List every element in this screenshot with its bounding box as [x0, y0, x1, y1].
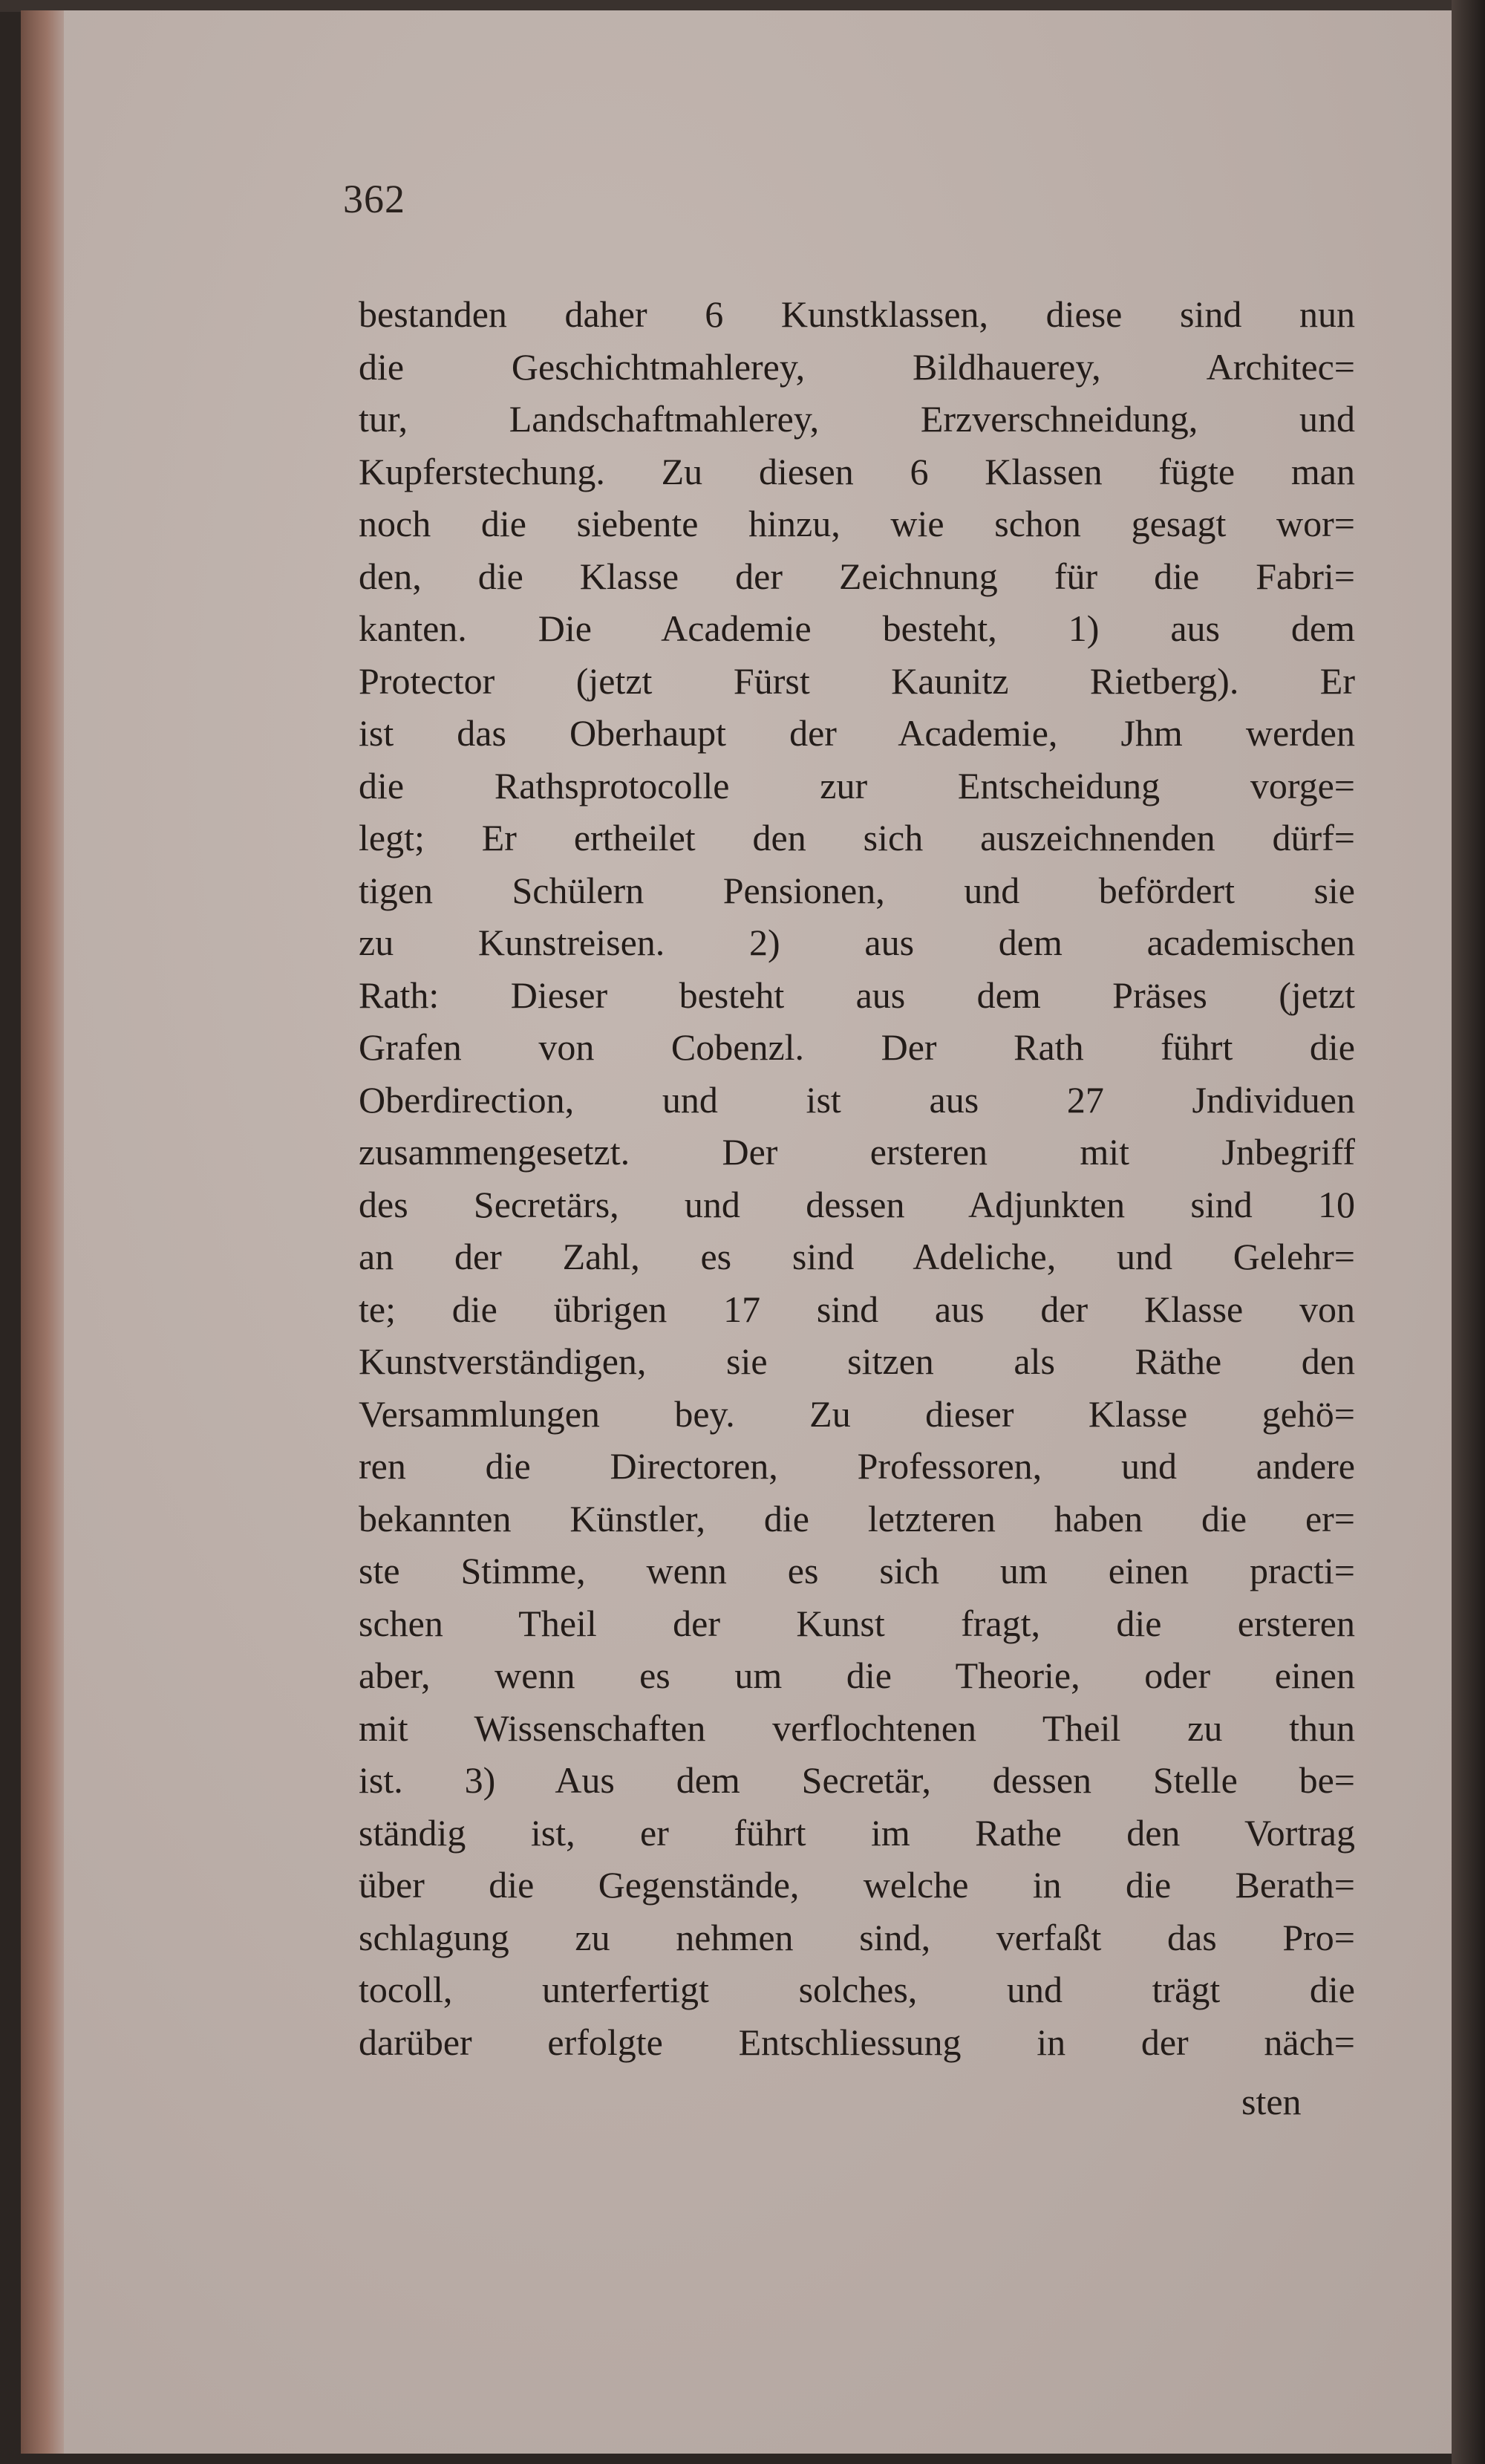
- text-line: Kunstverständigen, sie sitzen als Räthe den: [359, 1340, 1355, 1382]
- text-line: tur, Landschaftmahlerey, Erzverschneidung, und: [359, 398, 1355, 440]
- text-line: Rath: Dieser besteht aus dem Präses (jetzt: [359, 974, 1355, 1016]
- text-line: über die Gegenstände, welche in die Berath=: [359, 1864, 1355, 1906]
- text-line: Versammlungen bey. Zu dieser Klasse gehö=: [359, 1392, 1355, 1435]
- text-line: die Rathsprotocolle zur Entscheidung vorge=: [359, 764, 1355, 806]
- text-line: Grafen von Cobenzl. Der Rath führt die: [359, 1026, 1355, 1068]
- text-line: die Geschichtmahlerey, Bildhauerey, Architec=: [359, 345, 1355, 388]
- scan-right-edge: [1452, 0, 1485, 2464]
- text-line: schen Theil der Kunst fragt, die ersteren: [359, 1602, 1355, 1644]
- text-line: darüber erfolgte Entschliessung in der näch=: [359, 2021, 1355, 2063]
- text-line: ist. 3) Aus dem Secretär, dessen Stelle be=: [359, 1759, 1355, 1801]
- text-line: bestanden daher 6 Kunstklassen, diese sind nun: [359, 293, 1355, 335]
- body-text: [359, 288, 1355, 2068]
- text-line: noch die siebente hinzu, wie schon gesagt wor=: [359, 503, 1355, 544]
- text-line: Oberdirection, und ist aus 27 Jndividuen: [359, 1078, 1355, 1121]
- text-line: zusammengesetzt. Der ersteren mit Jnbegriff: [359, 1131, 1355, 1173]
- text-line: mit Wissenschaften verflochtenen Theil zu thun: [359, 1707, 1355, 1749]
- text-line: legt; Er ertheilet den sich auszeichnenden dürf=: [359, 817, 1355, 858]
- text-line: Kupferstechung. Zu diesen 6 Klassen fügte man: [359, 450, 1355, 492]
- text-line: schlagung zu nehmen sind, verfaßt das Pro=: [359, 1916, 1355, 1958]
- text-line: ständig ist, er führt im Rathe den Vortrag: [359, 1811, 1355, 1854]
- catchword: sten: [1241, 2081, 1302, 2122]
- page-gutter-edge: [21, 10, 64, 2454]
- text-line: tigen Schülern Pensionen, und befördert sie: [359, 869, 1355, 911]
- text-line: aber, wenn es um die Theorie, oder einen: [359, 1655, 1355, 1696]
- text-line: des Secretärs, und dessen Adjunkten sind 10: [359, 1183, 1355, 1225]
- text-line: ren die Directoren, Professoren, und andere: [359, 1445, 1355, 1487]
- text-line: ist das Oberhaupt der Academie, Jhm werden: [359, 712, 1355, 754]
- text-line: kanten. Die Academie besteht, 1) aus dem: [359, 607, 1355, 649]
- text-line: den, die Klasse der Zeichnung für die Fabri=: [359, 555, 1355, 597]
- text-line: Protector (jetzt Fürst Kaunitz Rietberg). Er: [359, 659, 1355, 702]
- text-line: te; die übrigen 17 sind aus der Klasse von: [359, 1288, 1355, 1330]
- text-line: an der Zahl, es sind Adeliche, und Gelehr=: [359, 1236, 1355, 1277]
- text-line: zu Kunstreisen. 2) aus dem academischen: [359, 922, 1355, 963]
- text-line: ste Stimme, wenn es sich um einen practi=: [359, 1550, 1355, 1591]
- text-line: bekannten Künstler, die letzteren haben die er=: [359, 1497, 1355, 1539]
- text-line: tocoll, unterfertigt solches, und trägt die: [359, 1969, 1355, 2010]
- page-number: 362: [343, 177, 405, 221]
